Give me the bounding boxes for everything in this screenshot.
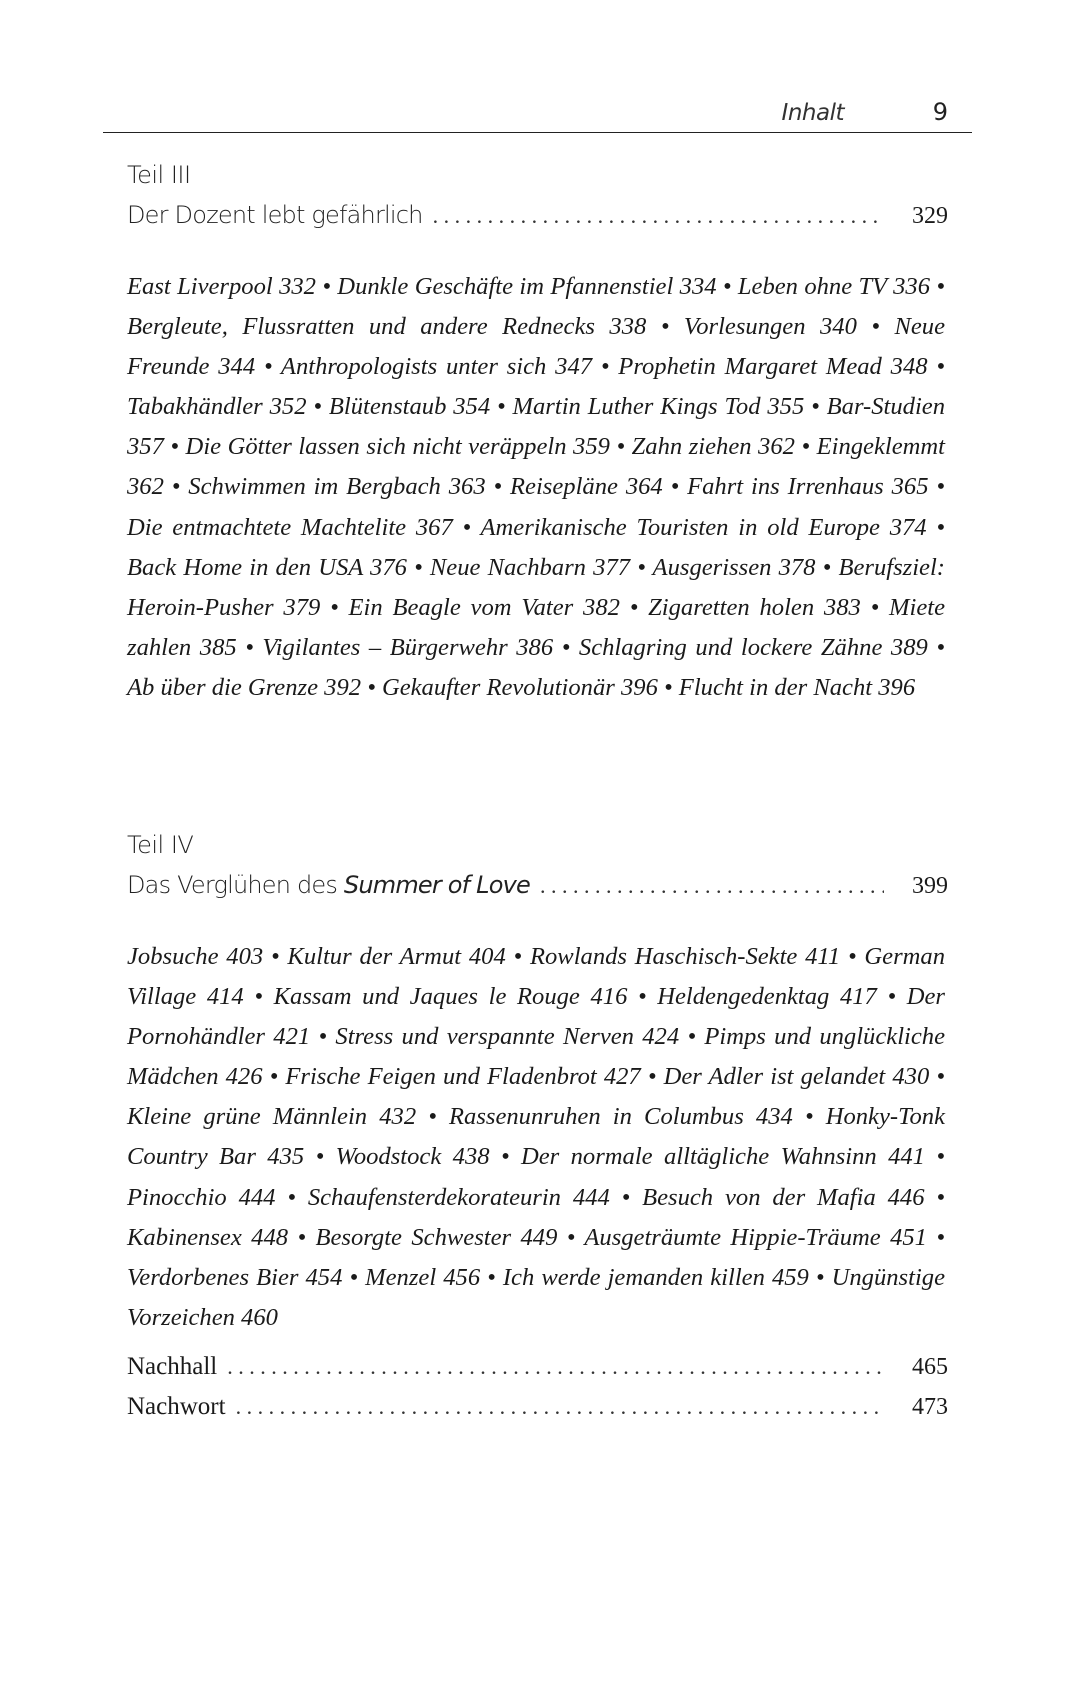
toc-entry-title: Nachhall — [127, 1353, 218, 1380]
backmatter — [127, 1347, 948, 1427]
part-3-label: Teil III — [127, 161, 191, 189]
dot-leader — [227, 1347, 884, 1387]
toc-entry-nachwort[interactable] — [127, 1387, 948, 1427]
toc-entry-nachhall[interactable] — [127, 1347, 948, 1387]
dot-leader — [236, 1387, 884, 1427]
part-3-heading — [127, 155, 948, 235]
running-header — [103, 92, 972, 133]
part-3-page: 329 — [912, 203, 948, 229]
part-3-contents: East Liverpool 332 • Dunkle Geschäfte im Pfannenstiel 334 • Leben ohne TV 336 • Bergleute, Flussratten und andere Rednecks 338 • Vorlesungen 340 • Neue Freunde 344 • Anthropologists unter sich 347 • Prophetin Margaret Mead 348 • Tabakhändler 352 • Blütenstaub 354 • Martin Luther Kings Tod 355 • Bar-Studien 357 • Die Götter lassen sich nicht veräppeln 359 • Zahn ziehen 362 • Eingeklemmt 362 • Schwimmen im Bergbach 363 • Reisepläne 364 • Fahrt ins Irrenhaus 365 • Die entmachtete Machtelite 367 • Amerikanische Touristen in old Europe 374 • Back Home in den USA 376 • Neue Nachbarn 377 • Ausgerissen 378 • Berufsziel: Heroin-Pusher 379 • Ein Beagle vom Vater 382 • Zigaretten holen 383 • Miete zahlen 385 • Vigilantes – Bürgerwehr 386 • Schlagring und lockere Zähne 389 • Ab über die Grenze 392 • Gekaufter Revolutionär 396 • Flucht in der Nacht 396 — [127, 273, 945, 701]
part-4-heading — [127, 825, 948, 905]
dot-leader — [433, 196, 884, 236]
toc-entry-page: 465 — [912, 1354, 948, 1380]
toc-entry-page: 473 — [912, 1394, 948, 1420]
part-4-page: 399 — [912, 873, 948, 899]
part-4-toc-entry[interactable] — [127, 865, 948, 905]
part-4-title-plain: Das Verglühen des — [127, 871, 344, 899]
dot-leader — [540, 866, 884, 906]
running-header-title: Inhalt — [781, 100, 844, 126]
part-4-contents: Jobsuche 403 • Kultur der Armut 404 • Rowlands Haschisch-Sekte 411 • German Village 414 • Kassam und Jaques le Rouge 416 • Heldengedenktag 417 • Der Pornohändler 421 • Stress und verspannte Nerven 424 • Pimps und unglückliche Mädchen 426 • Frische Feigen und Fladenbrot 427 • Der Adler ist gelandet 430 • Kleine grüne Männlein 432 • Rassenunruhen in Columbus 434 • Honky-Tonk Country Bar 435 • Woodstock 438 • Der normale alltägliche Wahnsinn 441 • Pinocchio 444 • Schaufensterdekorateurin 444 • Besuch von der Mafia 446 • Kabinensex 448 • Besorgte Schwester 449 • Ausgeträumte Hippie-Träume 451 • Verdorbenes Bier 454 • Menzel 456 • Ich werde jemanden killen 459 • Ungünstige Vorzeichen 460 — [127, 943, 945, 1331]
toc-entry-title: Nachwort — [127, 1393, 226, 1420]
page-number: 9 — [932, 98, 948, 126]
part-3-toc-entry[interactable] — [127, 195, 948, 235]
part-3-title: Der Dozent lebt gefährlich — [127, 201, 423, 229]
part-4-title-italic: Summer of Love — [343, 871, 530, 899]
part-4-label: Teil IV — [127, 831, 194, 859]
part-4-title — [127, 865, 530, 905]
